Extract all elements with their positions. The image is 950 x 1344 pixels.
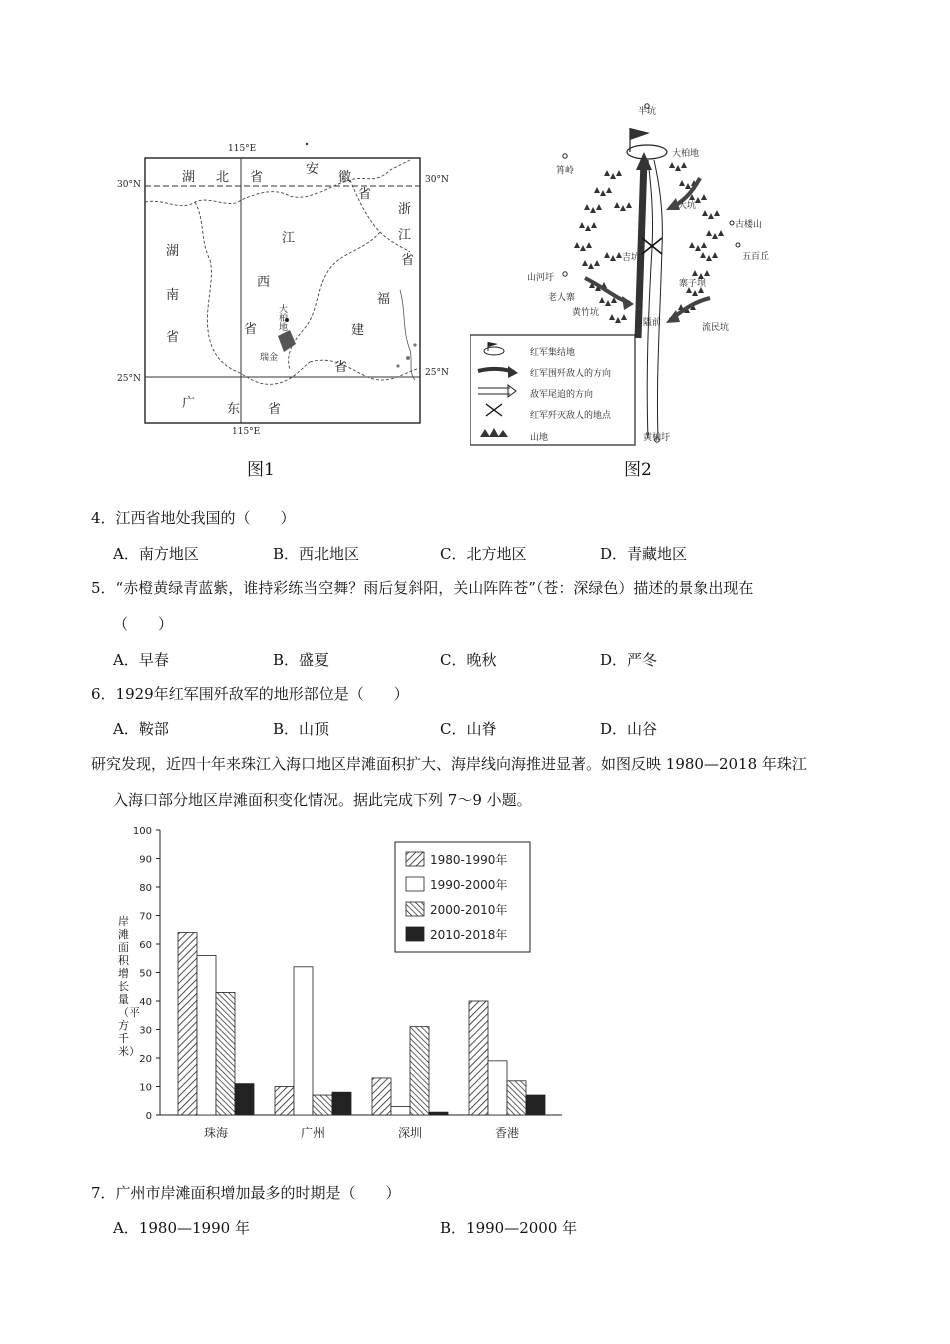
mountain-symbol [615, 317, 621, 323]
mountain-symbol [621, 314, 627, 320]
bar [275, 1087, 294, 1116]
mountain-symbol [600, 190, 606, 196]
province-guangdong-3: 省 [268, 402, 282, 417]
x-category-label: 珠海 [203, 1126, 229, 1140]
province-zhejiang-2: 江 [398, 228, 412, 243]
q6-option-d: D．山谷 [600, 720, 658, 738]
q5-option-c: C．晚秋 [440, 651, 497, 669]
y-tick-label: 40 [139, 997, 152, 1008]
y-tick-label: 60 [139, 940, 152, 951]
intro-paragraph-line1: 研究发现，近四十年来珠江入海口地区岸滩面积扩大、海岸线向海推进显著。如图反映 1980—2018 年珠江 [91, 755, 807, 773]
mountain-symbol [616, 170, 622, 176]
bar [332, 1092, 351, 1115]
mountain-symbol [692, 290, 698, 296]
legend-item-assembly: 红军集结地 [530, 348, 576, 358]
bar [469, 1001, 488, 1115]
mountain-symbol [606, 187, 612, 193]
mountain-symbol [599, 297, 605, 303]
place-qianchun: 隘前 [643, 318, 662, 328]
place-guguishan: 古楼山 [735, 220, 763, 230]
mountain-symbol [712, 233, 718, 239]
q4-option-d: D．青藏地区 [600, 545, 688, 563]
province-fujian-1: 福 [377, 292, 391, 307]
legend-swatch [406, 927, 424, 941]
figure2-map [470, 98, 770, 450]
mountain-symbol [591, 222, 597, 228]
mountain-symbol [582, 260, 588, 266]
bar [197, 955, 216, 1115]
mountain-symbol [700, 252, 706, 258]
province-anhui-2: 徽 [338, 170, 352, 185]
mountain-symbol [718, 230, 724, 236]
mountain-symbol [675, 165, 681, 171]
q4-stem: 4．江西省地处我国的（ ） [91, 509, 296, 527]
y-tick-label: 30 [139, 1025, 152, 1037]
figure1-caption: 图1 [247, 460, 275, 480]
province-hunan-2: 南 [166, 288, 180, 303]
mountain-symbol [701, 242, 707, 248]
province-fujian-3: 省 [334, 360, 348, 375]
legend-label: 1980-1990年 [430, 853, 508, 867]
x-category-label: 香港 [494, 1126, 520, 1140]
province-guangdong-1: 广 [182, 396, 196, 411]
mountain-symbol [610, 255, 616, 261]
mountain-symbol [609, 314, 615, 320]
shoreline-bar-chart [110, 818, 580, 1158]
province-zhejiang-3: 省 [401, 253, 415, 268]
y-tick-label: 0 [145, 1111, 152, 1122]
figure2-caption: 图2 [624, 460, 652, 480]
mountain-symbol [580, 245, 586, 251]
legend-swatch [406, 852, 424, 866]
mountain-symbol [706, 255, 712, 261]
y-tick-label: 50 [139, 968, 152, 980]
mountain-symbol [712, 252, 718, 258]
province-hunan-3: 省 [166, 330, 180, 345]
mountain-symbol [708, 213, 714, 219]
q5-option-b: B．盛夏 [273, 651, 330, 669]
place-jikeng: 吉坑 [622, 253, 641, 263]
mountain-symbol [679, 180, 685, 186]
place-liuminkeng: 流民坑 [702, 323, 730, 333]
mountain-symbol [585, 225, 591, 231]
legend-label: 2000-2010年 [430, 903, 508, 917]
y-tick-label: 90 [139, 854, 152, 866]
mountain-symbol [604, 252, 610, 258]
mountain-symbol [689, 242, 695, 248]
q6-stem: 6．1929年红军围歼敌军的地形部位是（ ） [91, 685, 409, 703]
mountain-symbol [588, 263, 594, 269]
mountain-symbol [620, 205, 626, 211]
province-hubei-3: 省 [250, 170, 264, 185]
bar [429, 1112, 448, 1115]
place-jianling: 筲岭 [556, 166, 575, 176]
province-hubei-1: 湖 [182, 170, 196, 185]
mountain-symbol [669, 162, 675, 168]
place-jiziba: 寨子坝 [679, 279, 707, 289]
place-shanhexu: 山河圩 [527, 273, 555, 283]
y-tick-label: 80 [139, 883, 152, 894]
place-bankeng: 半坑 [638, 107, 657, 117]
bar [235, 1084, 254, 1115]
place-dakeng: 大坑 [678, 201, 697, 211]
lon-label-top: 115°E [228, 144, 257, 154]
mountain-symbol [594, 187, 600, 193]
mountain-symbol [594, 260, 600, 266]
figure1-map [110, 140, 460, 450]
mountain-symbol [685, 183, 691, 189]
y-tick-label: 20 [139, 1054, 152, 1065]
mountain-symbol [626, 202, 632, 208]
q4-option-a: A．南方地区 [113, 545, 199, 563]
lat30-left-label: 30°N [117, 180, 141, 190]
mountain-symbol [701, 194, 707, 200]
mountain-symbol [596, 204, 602, 210]
x-category-label: 广州 [300, 1126, 326, 1140]
q5-stem-continued: （ ） [113, 615, 174, 633]
legend-label: 2010-2018年 [430, 928, 508, 942]
bar [294, 967, 313, 1115]
mountain-symbol [706, 230, 712, 236]
province-hubei-2: 北 [216, 170, 230, 185]
legend-label: 1990-2000年 [430, 878, 508, 892]
bar [391, 1106, 410, 1115]
q7-stem: 7．广州市岸滩面积增加最多的时期是（ ） [91, 1184, 401, 1202]
lat25-left-label: 25°N [117, 374, 141, 384]
lat30-right-label: 30°N [425, 175, 449, 185]
bar [313, 1095, 332, 1115]
q5-stem: 5．“赤橙黄绿青蓝紫，谁持彩练当空舞？雨后复斜阳，关山阵阵苍”（苍：深绿色）描述的景象出现在 [91, 579, 754, 597]
x-category-label: 深圳 [397, 1126, 423, 1140]
province-anhui-1: 安 [306, 162, 320, 177]
y-tick-label: 70 [139, 911, 152, 923]
mountain-symbol [614, 202, 620, 208]
q4-option-c: C．北方地区 [440, 545, 527, 563]
place-laorenzhai: 老人寨 [548, 293, 576, 303]
lon-label-bottom: 115°E [232, 427, 261, 437]
mountain-symbol [702, 210, 708, 216]
legend-swatch [406, 877, 424, 891]
q5-option-d: D．严冬 [600, 651, 658, 669]
province-anhui-3: 省 [358, 187, 372, 202]
province-jiangxi-2: 西 [257, 275, 271, 290]
province-jiangxi-1: 江 [282, 231, 296, 246]
legend-item-mountain: 山地 [530, 433, 549, 443]
province-guangdong-2: 东 [227, 402, 241, 417]
q5-option-a: A．早春 [113, 651, 169, 669]
mountain-symbol [714, 210, 720, 216]
mountain-symbol [590, 207, 596, 213]
bar [410, 1027, 429, 1115]
q4-option-b: B．西北地区 [273, 545, 360, 563]
province-hunan-1: 湖 [166, 244, 180, 259]
bar [178, 933, 197, 1115]
y-axis-label: 岸滩面积增长量（平方千米） [118, 915, 140, 1058]
bar [372, 1078, 391, 1115]
mountain-symbol [695, 245, 701, 251]
province-fujian-2: 建 [351, 323, 365, 338]
legend-item-red-army-direction: 红军围歼敌人的方向 [530, 369, 612, 379]
province-jiangxi-3: 省 [244, 322, 258, 337]
q6-option-b: B．山顶 [273, 720, 330, 738]
place-wubaiqiu: 五百丘 [742, 252, 770, 262]
legend-swatch [406, 902, 424, 916]
mountain-symbol [584, 204, 590, 210]
mountain-symbol [605, 300, 611, 306]
legend-item-annihilation-site: 红军歼灭敌人的地点 [530, 411, 612, 421]
place-ruijin-fig1: 瑞金 [260, 353, 279, 363]
mountain-symbol [604, 170, 610, 176]
place-dabodi-fig1: 大柏地 [279, 305, 289, 333]
y-tick-label: 100 [132, 826, 152, 837]
mountain-symbol [574, 242, 580, 248]
intro-paragraph-line2: 入海口部分地区岸滩面积变化情况。据此完成下列 7～9 小题。 [113, 791, 532, 809]
bar [526, 1095, 545, 1115]
q6-option-a: A．鞍部 [113, 720, 169, 738]
mountain-symbol [586, 242, 592, 248]
bar [488, 1061, 507, 1115]
mountain-symbol [610, 173, 616, 179]
legend-item-enemy-pursuit: 敌军尾追的方向 [530, 390, 594, 400]
bar [507, 1081, 526, 1115]
place-dabodi: 大柏地 [672, 149, 700, 159]
mountain-symbol [579, 222, 585, 228]
y-tick-label: 10 [139, 1082, 152, 1094]
lat25-right-label: 25°N [425, 368, 449, 378]
province-zhejiang-1: 浙 [398, 202, 412, 217]
q6-option-c: C．山脊 [440, 720, 497, 738]
q7-option-a: A．1980—1990 年 [113, 1219, 250, 1237]
place-huangzhukeng: 黄竹坑 [572, 308, 600, 318]
mountain-symbol [681, 162, 687, 168]
q7-option-b: B．1990—2000 年 [440, 1219, 578, 1237]
place-huangbaixu: 黄柏圩 [643, 433, 671, 443]
bar [216, 992, 235, 1115]
